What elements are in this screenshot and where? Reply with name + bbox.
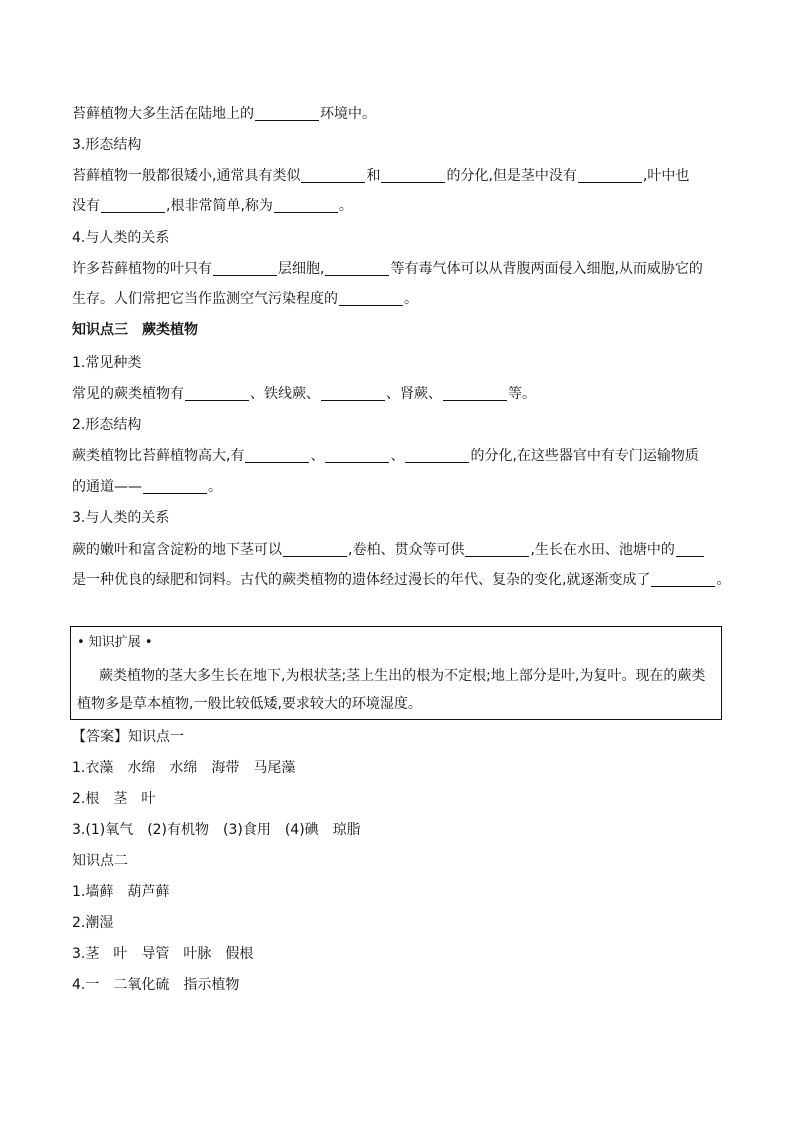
extension-text-1: 蕨类植物的茎大多生长在地下,为根状茎;茎上生出的根为不定根;地上部分是叶,为复叶。现在的蕨类 bbox=[99, 668, 706, 684]
answer-line: 2.潮湿 bbox=[72, 915, 114, 931]
blank-field[interactable] bbox=[381, 168, 445, 183]
blank-field[interactable] bbox=[101, 198, 165, 213]
blank-field[interactable] bbox=[465, 542, 529, 557]
species-line bbox=[72, 384, 536, 404]
morphology-line-1 bbox=[72, 166, 689, 186]
text: 、 bbox=[390, 448, 405, 464]
blank-field[interactable] bbox=[213, 261, 277, 276]
blank-field[interactable] bbox=[651, 572, 715, 587]
heading-fern-morphology: 2.形态结构 bbox=[72, 417, 142, 433]
blank-field[interactable] bbox=[443, 386, 507, 401]
answer-line: 3.(1)氧气 (2)有机物 (3)食用 (4)碘 琼脂 bbox=[72, 822, 361, 838]
blank-field[interactable] bbox=[325, 448, 389, 463]
morphology-line-2 bbox=[72, 196, 353, 216]
text: 。 bbox=[208, 479, 222, 495]
section-title-ferns: 知识点三 蕨类植物 bbox=[72, 322, 198, 338]
blank-field[interactable] bbox=[283, 542, 347, 557]
relation-line-2 bbox=[72, 289, 418, 309]
text: 。 bbox=[404, 291, 418, 307]
text: 生存。人们常把它当作监测空气污染程度的 bbox=[72, 291, 338, 307]
text: ,卷柏、贯众等可供 bbox=[348, 542, 465, 558]
text: 、 bbox=[310, 448, 325, 464]
text: 、铁线蕨、 bbox=[250, 386, 320, 402]
text: ,根非常简单,称为 bbox=[166, 198, 273, 214]
fern-morphology-line-1 bbox=[72, 446, 699, 466]
text: 的分化,在这些器官中有专门运输物质 bbox=[470, 448, 699, 464]
text: 蕨类植物比苔藓植物高大,有 bbox=[72, 448, 245, 464]
relation-line-1 bbox=[72, 259, 703, 279]
blank-field[interactable] bbox=[185, 386, 249, 401]
text: 环境中。 bbox=[320, 106, 376, 122]
blank-field[interactable] bbox=[405, 448, 469, 463]
blank-field[interactable] bbox=[301, 168, 365, 183]
blank-field[interactable] bbox=[143, 479, 207, 494]
text: 的分化,但是茎中没有 bbox=[446, 168, 577, 184]
blank-field[interactable] bbox=[325, 261, 389, 276]
fern-morphology-line-2 bbox=[72, 477, 222, 497]
text: 等。 bbox=[508, 386, 536, 402]
text: 等有毒气体可以从背腹两面侵入细胞,从而威胁它的 bbox=[390, 261, 703, 277]
blank-field[interactable] bbox=[321, 386, 385, 401]
heading-species: 1.常见种类 bbox=[72, 355, 142, 371]
answer-line: 4.一 二氧化硫 指示植物 bbox=[72, 977, 240, 993]
heading-fern-relation: 3.与人类的关系 bbox=[72, 510, 170, 526]
text: ,叶中也 bbox=[642, 168, 690, 184]
blank-field[interactable] bbox=[245, 448, 309, 463]
habitat-line bbox=[72, 104, 376, 124]
text: 蕨的嫩叶和富含淀粉的地下茎可以 bbox=[72, 542, 282, 558]
answers-header: 【答案】知识点一 bbox=[72, 729, 184, 745]
blank-field[interactable] bbox=[274, 198, 338, 213]
text: 和 bbox=[366, 168, 381, 184]
blank-field[interactable] bbox=[578, 168, 642, 183]
blank-field[interactable] bbox=[676, 542, 704, 557]
fern-relation-line-1 bbox=[72, 540, 705, 560]
text: 是一种优良的绿肥和饲料。古代的蕨类植物的遗体经过漫长的年代、复杂的变化,就逐渐变成了 bbox=[72, 572, 651, 588]
answer-line: 1.衣藻 水绵 水绵 海带 马尾藻 bbox=[72, 760, 296, 776]
extension-text-2: 植物多是草本植物,一般比较低矮,要求较大的环境湿度。 bbox=[77, 696, 422, 712]
text: 许多苔藓植物的叶只有 bbox=[72, 261, 212, 277]
knowledge-extension-box bbox=[70, 626, 722, 720]
text: 的通道—— bbox=[72, 479, 142, 495]
text: 常见的蕨类植物有 bbox=[72, 386, 184, 402]
text: 层细胞, bbox=[278, 261, 325, 277]
answer-line: 3.茎 叶 导管 叶脉 假根 bbox=[72, 946, 254, 962]
text: 没有 bbox=[72, 198, 100, 214]
answer-line: 1.墙藓 葫芦藓 bbox=[72, 884, 170, 900]
text: 、肾蕨、 bbox=[386, 386, 442, 402]
heading-morphology: 3.形态结构 bbox=[72, 137, 142, 153]
blank-field[interactable] bbox=[339, 291, 403, 306]
text: 。 bbox=[716, 572, 731, 588]
text: 。 bbox=[338, 198, 353, 214]
extension-title: • 知识扩展 • bbox=[77, 635, 153, 650]
text: 苔藓植物大多生活在陆地上的 bbox=[72, 106, 254, 122]
answer-line: 2.根 茎 叶 bbox=[72, 791, 156, 807]
heading-relation: 4.与人类的关系 bbox=[72, 230, 170, 246]
answers-subheader: 知识点二 bbox=[72, 853, 128, 869]
blank-field[interactable] bbox=[255, 106, 319, 121]
text: 苔藓植物一般都很矮小,通常具有类似 bbox=[72, 168, 301, 184]
text: ,生长在水田、池塘中的 bbox=[530, 542, 675, 558]
fern-relation-line-2 bbox=[72, 570, 730, 590]
